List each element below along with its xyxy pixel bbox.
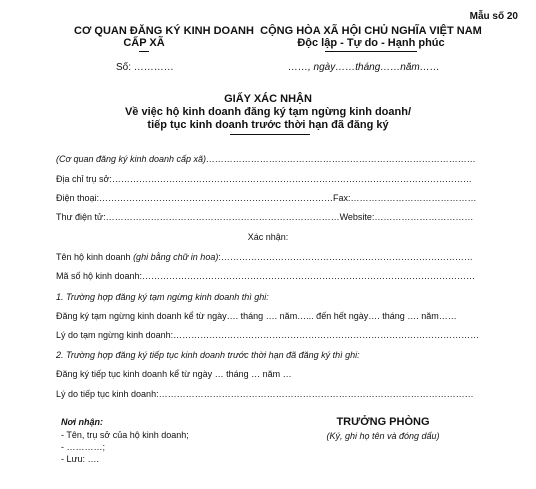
issue-date: ……, ngày……tháng……năm…… xyxy=(288,62,440,73)
confirm-heading: Xác nhận: xyxy=(247,232,289,242)
document-title: GIẤY XÁC NHẬN xyxy=(224,93,312,105)
case1-heading: 1. Trường hợp đăng ký tạm ngừng kinh doanh thì ghi: xyxy=(56,292,269,302)
phone-fax-field: Điện thoại:……………………………………………………………………Fax:…………………………………… xyxy=(56,193,477,203)
recipients-title: Nơi nhận: xyxy=(61,417,104,427)
document-number: Số: ………… xyxy=(116,62,174,73)
case2-period: Đăng ký tiếp tục kinh doanh kể từ ngày … tháng … năm … xyxy=(56,369,292,379)
national-motto: Độc lập - Tự do - Hạnh phúc xyxy=(297,37,445,49)
document-subtitle-line1: Về việc hộ kinh doanh đăng ký tạm ngừng kinh doanh/ xyxy=(124,106,412,118)
document-subtitle-line2: tiếp tục kinh doanh trước thời hạn đã đăng ký xyxy=(147,119,389,131)
agency-field-label: (Cơ quan đăng ký kinh doanh cấp xã)……………………………………………………………………………… xyxy=(56,154,477,164)
motto-underline xyxy=(325,51,417,52)
business-name-field xyxy=(56,252,473,262)
email-website-field: Thư điện tử:……………………………………………………………………Website:…………………………… xyxy=(56,212,474,222)
title-underline xyxy=(230,134,310,135)
country-name: CỘNG HÒA XÃ HỘI CHỦ NGHĨA VIỆT NAM xyxy=(260,25,482,37)
business-name-note: (ghi bằng chữ in hoa) xyxy=(133,252,219,262)
business-name-dots: :………………………………………………………………………… xyxy=(218,252,473,262)
agency-field xyxy=(56,154,476,164)
agency-underline xyxy=(139,51,149,52)
case2-reason: Lý do tiếp tục kinh doanh:…………………………………………………………………………………………… xyxy=(56,389,474,399)
recipient-1: - Tên, trụ sở của hộ kinh doanh; xyxy=(61,430,189,440)
agency-name-line2: CẤP XÃ xyxy=(123,37,165,49)
form-code: Mẫu số 20 xyxy=(469,11,518,22)
business-name-label: Tên hộ kinh doanh xyxy=(56,252,134,262)
signer-note: (Ký, ghi họ tên và đóng dấu) xyxy=(326,431,440,441)
agency-name-line1: CƠ QUAN ĐĂNG KÝ KINH DOANH xyxy=(74,25,254,37)
case1-period: Đăng ký tạm ngừng kinh doanh kể từ ngày…. tháng …. năm…... đến hết ngày…. tháng …. năm…… xyxy=(56,311,457,321)
case2-heading: 2. Trường hợp đăng ký tiếp tục kinh doanh trước thời hạn đã đăng ký thì ghi: xyxy=(56,350,360,360)
case1-reason: Lý do tạm ngừng kinh doanh:………………………………………………………………………………………… xyxy=(56,330,480,340)
business-code-field: Mã số hộ kinh doanh:………………………………………………………………………………………………… xyxy=(56,271,476,281)
signer-title: TRƯỞNG PHÒNG xyxy=(336,416,430,428)
recipient-2: - …………; xyxy=(61,442,105,452)
recipient-3: - Lưu: …. xyxy=(61,454,100,464)
address-field: Địa chỉ trụ sở:………………………………………………………………………………………………………… xyxy=(56,174,472,184)
